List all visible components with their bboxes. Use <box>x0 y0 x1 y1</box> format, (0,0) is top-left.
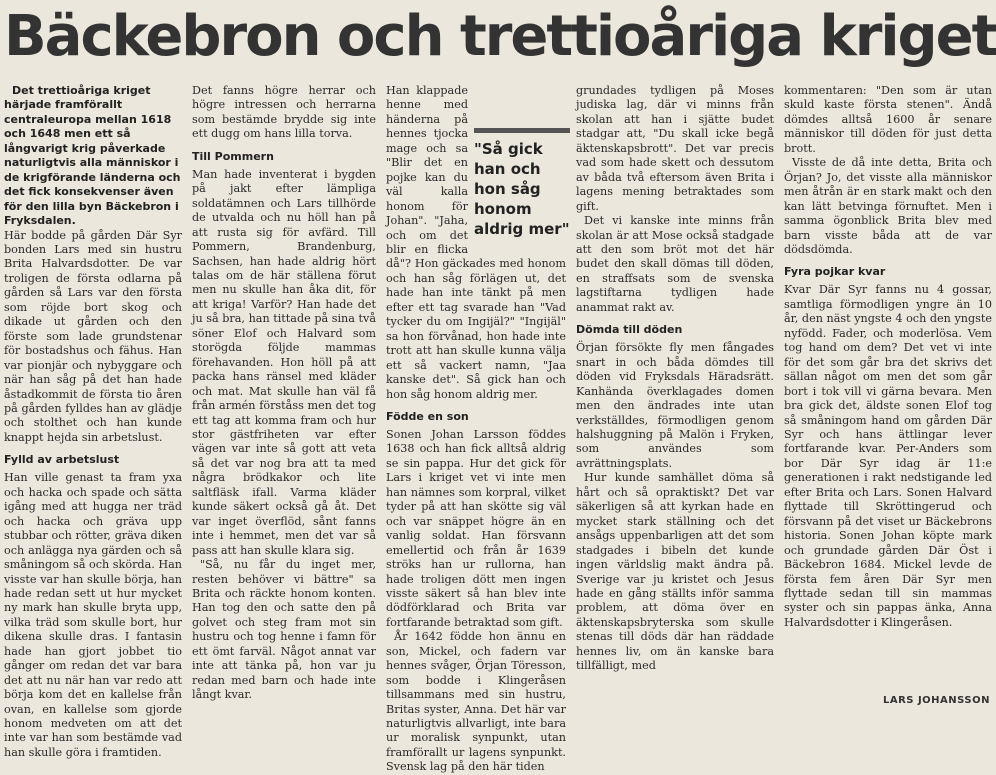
paragraph: Det fanns högre herrar och högre intressen och herrarna som bestämde brydde sig inte ett dugg om hans lilla torva. <box>192 84 376 141</box>
column-2 <box>192 84 376 714</box>
column-1 <box>4 84 182 759</box>
paragraph: Kvar Där Syr fanns nu 4 gossar, samtliga förmodligen yngre än 10 år, den näst yngste 4 och den yngste nyfödd. Fader, och moderlösa. Vem tog hand om dem? Det vet vi inte för det som går bra det skrivs det sällan något om men det som går bort i tok vill vi gärna bevara. Men bra gick det, äldste sonen Elof tog så småningom hand om gården Där Syr och hans ättlingar lever fortfarande kvar. Per-Anders som bor Där Syr idag är 11:e generationen i rakt nedstigande led efter Brita och Lars. Sonen Halvard flyttade till Skröttingerud och försvann på det viset ur Bäckebrons historia. Sonen Johan köpte mark och grundade gården Där Öst i Bäckebron 1684. Mickel levde de första fem åren Där Syr men flyttade sedan till sin mammas syster och sin pappas änka, Anna Halvardsdotter i Klingeråsen. <box>784 283 992 629</box>
paragraph: Här bodde på gården Där Syr bonden Lars med sin hustru Brita Halvardsdotter. De var troligen de första odlarna på gården så Lars var den första som röjde bort skog och dikade ut gården och den förste som lade grundstenar för bostadshus och fähus. Han var pionjär och nybyggare och när han såg på det han hade åstadkommit de första tio åren på gården fylldes han av glädje och stolthet och han kunde knappt hejda sin arbetslust. <box>4 228 182 444</box>
paragraph: Örjan försökte fly men fångades snart in och båda dömdes till döden vid Fryksdals Häradsrätt. Kanhända överklagades domen men den ändrades inte utan verkställdes, förmodligen genom halshuggning på Malön i Fryken, som användes som avrättningsplats. <box>576 341 774 470</box>
paragraph: Sonen Johan Larsson föddes 1638 och han fick alltså aldrig se sin pappa. Hur det gick för Lars i kriget vet vi inte men han nämnes som korpral, vilket tyder på att han skötte sig väl och var snäppet högre än en vanlig soldat. Han försvann emellertid och från år 1639 ströks han ur rullorna, han hade troligen dött men ingen visste säkert så han blev inte dödförklarad och Brita var fortfarande betraktad som gift. <box>386 427 566 629</box>
paragraph: Han ville genast ta fram yxa och hacka och spade och sätta igång med att hugga ner träd och hacka och gräva upp stubbar och rötter, gräva diken och anlägga nya gärden och så småningom så och skörda. Han visste var han skulle börja, han hade redan sett ut hur mycket ny mark han skulle bryta upp, vilka träd som skulle bort, hur dikena skulle dras. I fantasin hade han gjort jobbet tio gånger om redan det var bara det att nu när han var redo att börja kom det en kallelse från ovan, en kallelse som gjorde honom medveten om att det inte var han som bestämde vad han skulle göra i framtiden. <box>4 471 182 759</box>
paragraph: Man hade inventerat i bygden på jakt efter lämpliga soldatämnen och Lars tillhörde de utvalda och nu höll han på att rusta sig för avfärd. Till Pommern, Brandenburg, Sachsen, han hade aldrig hört talas om de här ställena förut men nu skulle han åka dit, för att kriga! Varför? Han hade det ju så bra, han tittade på sina två söner Elof och Halvard som storögda följde mammas förehavanden. Hon höll på att packa hans ränsel med kläder och mat. Mat skulle han väl få från armén förståss men det tog ett tag att komma fram och hur stor gästfriheten var efter vägen var inte så gott att veta så det var nog bra att ta med några brödkakor och lite saltfläsk ifall. Varma kläder kunde säkert också gå åt. Det var inget överflöd, sånt fanns inte i hemmet, men det var så pass att han skulle klara sig. <box>192 167 376 557</box>
paragraph: År 1642 födde hon ännu en son, Mickel, och fadern var hennes svåger, Örjan Töresson, som bodde i Klingeråsen tillsammans med sin hustru, Britas syster, Anna. Det här var naturligtvis allvarligt, inte bara ur moralisk synpunkt, utan framförallt ur lagens synpunkt. Svensk lag på den här tiden <box>386 630 566 774</box>
paragraph: Han klappade henne med händerna på hennes tjocka mage och sa "Blir det en pojke kan du väl kalla honom för Johan". "Jaha, och om det blir en flicka då"? Hon gäckades med honom och han såg förlägen ut, det hade han inte tänkt på men efter ett tag svarade han "Vad tycker du om Ingijäl?" "Ingijäl" sa hon förvånad, hon hade inte trott att han skulle kunna välja ett så vackert namn, "Jaa kanske det". Så gick han och hon såg honom aldrig mer. <box>386 84 566 401</box>
subheading-till-pommern: Till Pommern <box>192 149 274 163</box>
subheading-fyra-pojkar-kvar: Fyra pojkar kvar <box>784 265 886 279</box>
paragraph: grundades tydligen på Moses judiska lag, där vi minns från skolan att han i sjätte budet stadgar att, "Du skall icke begå äktenskapsbrott". Det var precis vad som hade skett och dessutom av båda två eftersom även Brita i lagens mening betraktades som gift. <box>576 84 774 213</box>
subheading-fodde-en-son: Födde en son <box>386 409 469 423</box>
paragraph: Visste de då inte detta, Brita och Örjan? Jo, det visste alla människor men åtrån är en stark makt och den kan lätt betvinga förnuftet. Men i samma ögonblick Brita blev med barn visste båda att de var dödsdömda. <box>784 156 992 256</box>
subheading-domda-till-doden: Dömda till döden <box>576 323 683 337</box>
paragraph: "Så, nu får du inget mer, resten behöver vi bättre" sa Brita och räckte honom konten. Han tog den och satte den på golvet och steg fram mot sin hustru och tog henne i famn för ett ömt farväl. Något annat var inte att tänka på, hon var ju redan med barn och hade inte långt kvar. <box>192 558 376 702</box>
paragraph: Det vi kanske inte minns från skolan är att Mose också stadgade att den som bröt mot det här budet den skall dömas till döden, en straffsats som de svenska lagstiftarna tydligen hade anammat rakt av. <box>576 214 774 314</box>
paragraph: Hur kunde samhället döma så hårt och så opraktiskt? Det var säkerligen så att kyrkan hade en mycket stark ställning och det ansågs uppenbarligen att det som stadgades i bibeln det kunde ingen världslig makt ändra på. Sverige var ju kristet och Jesus hade en gång ställts inför samma problem, att döma över en äktenskapsbryterska som skulle stenas till döds där han räddade hennes liv, om än kanske bara tillfälligt, med <box>576 471 774 673</box>
paragraph: kommentaren: "Den som är utan skuld kaste första stenen". Ändå dömdes alltså 1600 år senare människor till döden för just detta brott. <box>784 84 992 155</box>
pull-quote: "Så gick han och hon såg honom aldrig mer" <box>474 128 570 239</box>
author-byline: LARS JOHANSSON <box>877 695 990 706</box>
column-5 <box>784 84 992 714</box>
subheading-fylld-av-arbetslust: Fylld av arbetslust <box>4 453 120 467</box>
column-4 <box>576 84 774 714</box>
article-lead: Det trettioåriga kriget härjade framförallt centraleuropa mellan 1618 och 1648 men ett så långvarigt krig påverkade naturligtvis alla människor i de krigförande länderna och det fick konsekvenser även för den lilla byn Bäckebron i Fryksdalen. <box>4 84 181 228</box>
column-3 <box>386 84 570 774</box>
article-headline: Bäckebron och trettioåriga kriget <box>4 4 996 69</box>
